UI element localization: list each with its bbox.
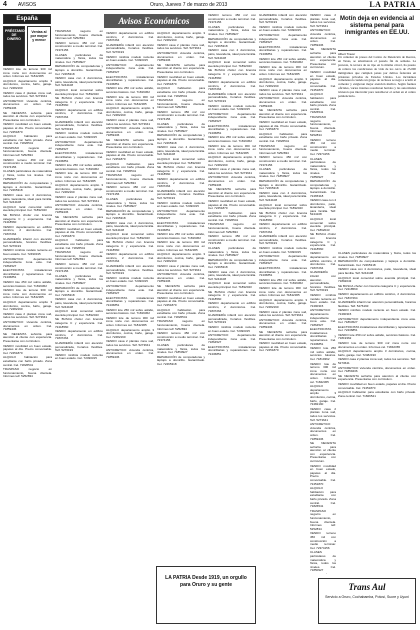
- classified-ad: SE NECESITA señorita para atención al cliente con experiencia. Presentarse con currículum.: [338, 373, 416, 382]
- classified-ad: VENDO minibús modelo reciente en buen estado. Cel. 72490315: [259, 246, 307, 254]
- classified-ad: VENDO casa con 4 dormitorios, patio, lavandería, ideal para familia. Telf. 5244108: [310, 198, 336, 217]
- classified-ad: VENDO lote 250 m2 sobre asfalto, servicios básicos. Cel. 71819362: [3, 280, 52, 288]
- classified-ad: SE BUSCA chofer con licencia categoría C y experiencia. Cel. 72418560: [259, 210, 307, 222]
- classified-ad: VENDO terreno 450 m2 con construcción a medio terminar. Cel. 72374156: [157, 331, 205, 343]
- classified-ad: ANTICRETICO vivienda céntrica, documentos en orden. Cel. 71859436: [106, 126, 154, 138]
- classified-ad: VENDO casa 2 plantas zona sud, todos los servicios. Telf. 5273641: [208, 167, 256, 175]
- classified-ad: REPARACIÓN de computadoras y laptops a domicilio. Garantizado. Cel. 72465318: [55, 285, 103, 297]
- classified-ad: VENDO casa 2 plantas zona sud, todos los servicios. Telf. 5273641: [157, 42, 205, 51]
- column-6: [259, 14, 307, 574]
- section-label: AVISOS: [18, 2, 37, 8]
- classified-ad: ALQUILO habitación para estudiante con baño privado. Zona central. Cel. 71826541: [338, 390, 416, 398]
- classified-ad: VENDO lote 250 m2 sobre asfalto, servicios básicos. Cel. 71819362: [157, 232, 205, 240]
- classified-ad: SE NECESITA señorita para atención al cliente con experiencia. Presentarse con currículum.: [310, 441, 336, 464]
- classified-ad: ANTICRETICO departamento independiente zona este. Cel. 71864527: [208, 111, 256, 124]
- classified-ad: VENDO departamento en edificio céntrico, 2 dormitorios. Cel. 71837264: [338, 291, 416, 300]
- classified-ad: REPARACIÓN de computadoras y laptops a domicilio. Garantizado. Cel. 72465318: [3, 181, 52, 193]
- classified-ad: VENDO terreno 450 m2 con construcción a medio terminar. Cel. 72374156: [310, 137, 336, 156]
- classified-ad: CLASES particulares de matemática y física, todos los niveles. Cel. 71850927: [3, 169, 52, 181]
- classified-ad: VENDO lote de terreno 300 m2 zona norte con documentos en orden. Informes cel. 71842365: [259, 64, 307, 76]
- classified-ad: VENDO lote de terreno 300 m2 zona norte con documentos en orden. Informes cel. 71842365: [55, 171, 103, 183]
- classified-ad: VENDO lote de terreno 300 m2 zona norte con documentos en orden. Informes cel. 71842365: [338, 341, 416, 349]
- classified-ad: CLASES particulares de matemática y física, todos los niveles. Cel. 71850927: [338, 252, 416, 259]
- classified-ad: VENDO minibús modelo reciente en buen estado. Cel. 72490315: [208, 103, 256, 112]
- classified-ad: GUARDERÍA infantil con atención personalizada, horarios flexibles. Telf. 5276193: [310, 270, 336, 293]
- classified-ad: ELECTRICISTA instalaciones domiciliarias y reparaciones. Cel. 72436851: [259, 266, 307, 278]
- classified-ad: VENDO casa con 4 dormitorios, patio, lavandería, ideal para familia. Telf. 5244108: [106, 220, 154, 232]
- classified-ad: GUARDERÍA infantil con atención personalizada, horarios flexibles. Telf. 5276193: [208, 91, 256, 104]
- classified-ad: SE NECESITA señorita para atención al cliente con experiencia. Presentarse con currículum.: [259, 329, 307, 341]
- classified-ad: VENDO minibús modelo reciente en buen estado. Cel. 72490315: [310, 292, 336, 308]
- classified-ad: GUARDERÍA infantil con atención personalizada, horarios flexibles. Telf. 5276193: [259, 14, 307, 25]
- classified-ad: VENDO movilidad en buen estado, papeles al día. Precio conversable. Cel. 72451870: [208, 198, 256, 211]
- classified-ad: VENDO casa 2 plantas zona sud, todos los servicios. Telf. 5273641: [55, 194, 103, 203]
- classified-ad: GUARDERÍA infantil con atención personalizada, horarios flexibles. Telf. 5276193: [55, 340, 103, 353]
- loans-title: PRÉSTAMOS DE DINERO: [5, 29, 27, 41]
- classified-ad: ALQUILO departamento amplio 3 dormitorios, cocina, baño, garaje. Cel. 72482190: [208, 155, 256, 167]
- classified-ad: ALQUILO departamento amplio 3 dormitorios, cocina, baño, garaje. Cel. 72482190: [259, 76, 307, 88]
- classified-ad: ALQUILO habitación para estudiante con baño privado. Zona central. Cel. 71826541: [208, 210, 256, 222]
- classified-ad: REPARACIÓN de computadoras y laptops a domicilio. Garantizado. Cel. 72465318: [208, 257, 256, 269]
- article-body: Un centenar de presos del Centro de Detención de Reeves, en Texas, se amotinaron el pasado fin de semana. La protesta, la tercera de su tipo en la misma cárcel, ha puesto de relieve las condiciones de vida de los cerca de 25.000 inmigrantes que cumplen penas por delitos federales en prisiones privadas de Estados Unidos. Los incidentes comenzaron cuando un grupo de reclusos se negó a acudir al comedor y exigieron mejor atención médica. Según fuentes oficiales, varios internos resultaron heridos y las autoridades tuvieron que intervenir para restablecer el orden en el centro penitenciario.: [338, 56, 416, 99]
- classified-ad: VENDO lote de terreno 300 m2 zona norte con documentos en orden. Informes cel. 71842365: [310, 361, 336, 384]
- classified-ad: GUARDERÍA infantil con atención personalizada, horarios flexibles. Telf. 5276193: [157, 188, 205, 200]
- classified-ad: VENDO terreno 450 m2 con construcción a medio terminar. Cel. 72374156: [259, 155, 307, 167]
- classified-ad: VENDO minibús modelo reciente en buen estado. Cel. 72490315: [338, 308, 416, 316]
- classified-ad: VENDO minibús modelo reciente en buen estado. Cel. 72490315: [106, 275, 154, 284]
- classified-ad: ALQUILO local comercial sobre avenida principal. Cel. 71892043: [157, 157, 205, 165]
- classified-ad: TRASPASO negocio en funcionamiento, buena clientela. Informes telf. 5252834: [55, 250, 103, 262]
- classified-ad: VENDO minibús modelo reciente en buen estado. Cel. 72490315: [259, 24, 307, 33]
- classified-ad: VENDO terreno 450 m2 con construcción a medio terminar. Cel. 72374156: [106, 185, 154, 197]
- classified-ad: CLASES particulares de matemática y física, todos los niveles. Cel. 71850927: [259, 167, 307, 179]
- classified-ad: ALQUILO local comercial sobre avenida principal. Cel. 71892043: [106, 232, 154, 240]
- classified-ad: SE NECESITA señorita para atención al cliente con experiencia. Presentarse con currículum.: [3, 331, 52, 343]
- classified-ad: ALQUILO departamento amplio 3 dormitorios, cocina, baño, garaje. Cel. 72482190: [106, 327, 154, 339]
- issue-date: Oruro, Jueves 7 de marzo de 2013: [150, 2, 228, 8]
- classified-ad: TRASPASO negocio en funcionamiento, buena clientela. Informes telf. 5252834: [310, 115, 336, 137]
- classified-ad: ELECTRICISTA instalaciones domiciliarias y reparaciones. Cel. 72436851: [55, 151, 103, 163]
- classified-ad: ANTICRETICO departamento independiente zona este. Cel. 71864527: [3, 256, 52, 268]
- classified-ad: ALQUILO local comercial sobre avenida principal. Cel. 71892043: [208, 60, 256, 68]
- classified-ad: VENDO terreno 450 m2 con construcción a medio terminar. Cel. 72374156: [55, 40, 103, 52]
- classified-ad: ANTICRETICO vivienda céntrica, documentos en orden. Cel. 71859436: [208, 175, 256, 187]
- la-patria-ad: [156, 566, 256, 624]
- classified-ad: VENDO lote 250 m2 sobre asfalto, servicios básicos. Cel. 71819362: [208, 135, 256, 143]
- column-4: [157, 32, 205, 562]
- trans-aul-subtitle: Servicio a Oruro, Cochabamba, Potosí, Sucre y Uyuni: [325, 595, 409, 599]
- classified-ad: VENDO casa con 4 dormitorios, patio, lavandería, ideal para familia. Telf. 5244108: [157, 145, 205, 157]
- classified-ad: VENDO movilidad en buen estado, papeles al día. Precio conversable. Cel. 72451870: [310, 463, 336, 486]
- classified-ad: TRASPASO negocio en funcionamiento, buena clientela. Informes telf. 5252834: [3, 145, 52, 158]
- classified-ad: VENDO departamento en edificio céntrico, 2 dormitorios. Cel. 71837264: [3, 224, 52, 236]
- classified-ad: REPARACIÓN de computadoras y laptops a domicilio. Garantizado. Cel. 72465318: [106, 208, 154, 220]
- classified-ad: VENDO casa 2 plantas zona sud, todos los servicios. Telf. 5273641: [157, 264, 205, 272]
- column-7: [310, 14, 336, 574]
- classified-ad: ELECTRICISTA instalaciones domiciliarias y reparaciones. Cel. 72436851: [208, 123, 256, 135]
- classified-ad: SE NECESITA señorita para atención al cliente con experiencia. Presentarse con currículum.: [157, 284, 205, 296]
- classified-ad: ALQUILO departamento amplio 3 dormitorios, cocina, baño, garaje. Cel. 72482190: [338, 349, 416, 357]
- column-2: [55, 30, 103, 570]
- classified-ad: TRASPASO negocio en funcionamiento, buena clientela. Informes telf. 5252834: [106, 173, 154, 185]
- classified-ad: REPARACIÓN de computadoras y laptops a domicilio. Garantizado. Cel. 72465318: [208, 36, 256, 48]
- classified-ad: ANTICRETICO vivienda céntrica, documentos en orden. Cel. 71859436: [338, 365, 416, 374]
- classified-ad: VENDO lote de terreno 300 m2 zona norte con documentos en orden. Informes cel. 71842365: [3, 68, 52, 79]
- classified-ad: VENDO departamento en edificio céntrico, 2 dormitorios. Cel. 71837264: [106, 252, 154, 264]
- classified-ad: VENDO movilidad en buen estado, papeles al día. Precio conversable. Cel. 72451870: [157, 295, 205, 307]
- classified-ad: ALQUILO habitación para estudiante con baño privado. Zona central. Cel. 71826541: [259, 131, 307, 143]
- classified-ad: SE NECESITA señorita para atención al cliente con experiencia. Presentarse con currículum.: [259, 108, 307, 120]
- classified-ad: SE NECESITA señorita para atención al cliente con experiencia. Presentarse con currículum.: [208, 187, 256, 199]
- classified-ad: REPARACIÓN de computadoras y laptops a domicilio. Garantizado. Cel. 72465318: [259, 178, 307, 191]
- classified-ad: TRASPASO negocio en funcionamiento, buena clientela. Informes telf. 5252834: [55, 30, 103, 41]
- classified-ad: VENDO lote 250 m2 sobre asfalto, servicios básicos. Cel. 71819362: [106, 86, 154, 94]
- classified-ad: ALQUILO habitación para estudiante con baño privado. Zona central. Cel. 71826541: [3, 355, 52, 367]
- classified-ad: VENDO movilidad en buen estado, papeles al día. Precio conversable. Cel. 72451870: [3, 343, 52, 355]
- classified-ad: VENDO lote de terreno 300 m2 zona norte con documentos en orden. Informes cel. 71842365: [106, 94, 154, 106]
- classified-ad: VENDO terreno 450 m2 con construcción a medio terminar. Cel. 72374156: [3, 157, 52, 169]
- classified-ad: ALQUILO departamento amplio 3 dormitorios, cocina, baño, garaje. Cel. 72482190: [3, 300, 52, 312]
- classified-ad: VENDO departamento en edificio céntrico, 2 dormitorios. Cel. 71837264: [157, 176, 205, 189]
- classified-ad: SE BUSCA chofer con licencia categoría C y experiencia. Cel. 72418560: [310, 232, 336, 251]
- classified-ad: VENDO minibús modelo reciente en buen estado. Cel. 72490315: [55, 352, 103, 361]
- classified-ad: VENDO casa con 4 dormitorios, patio, lavandería, ideal para familia. Telf. 5244108: [55, 76, 103, 88]
- classified-ad: VENDO departamento en edificio céntrico, 2 dormitorios. Cel. 71837264: [55, 329, 103, 341]
- classified-ad: SE BUSCA chofer con licencia categoría C y experiencia. Cel. 72418560: [55, 317, 103, 329]
- classified-ad: ALQUILO local comercial sobre avenida principal. Cel. 71892043: [3, 204, 52, 213]
- classified-ad: VENDO casa 2 plantas zona sud, todos los servicios. Telf. 5273641: [310, 14, 336, 28]
- classified-ad: ALQUILO local comercial sobre avenida principal. Cel. 71892043: [55, 87, 103, 96]
- classified-ad: TRASPASO negocio en funcionamiento, buena clientela. Informes telf. 5252834: [259, 143, 307, 155]
- classified-ad: VENDO lote 250 m2 sobre asfalto, servicios básicos. Cel. 71819362: [259, 56, 307, 65]
- classified-ad: VENDO lote 250 m2 sobre asfalto, servicios básicos. Cel. 71819362: [259, 277, 307, 286]
- espana-title: España: [16, 16, 38, 22]
- classified-ad: ALQUILO habitación para estudiante con baño privado. Zona central. Cel. 71826541: [310, 92, 336, 115]
- classified-ad: CLASES particulares de matemática y física, todos los niveles. Cel. 71850927: [157, 342, 205, 355]
- classified-ad: ALQUILO habitación para estudiante con baño privado. Zona central. Cel. 71826541: [55, 238, 103, 250]
- classified-ad: GUARDERÍA infantil con atención personalizada, horarios flexibles. Telf. 5276193: [55, 119, 103, 131]
- classified-ad: VENDO casa con 4 dormitorios, patio, lavandería, ideal para familia. Telf. 5244108: [208, 269, 256, 281]
- classified-ad: CLASES particulares de matemática y física, todos los niveles. Cel. 71850927: [55, 273, 103, 285]
- article-headline: Motín deja en evidencia al sistema penal para inmigrantes en EE.UU.: [339, 16, 415, 36]
- classified-ad: VENDO minibús modelo reciente en buen estado. Cel. 72490315: [3, 248, 52, 256]
- classified-ad: VENDO movilidad en buen estado, papeles al día. Precio conversable. Cel. 72451870: [106, 149, 154, 161]
- classified-ad: VENDO departamento en edificio céntrico, 2 dormitorios. Cel. 71837264: [310, 251, 336, 270]
- classified-ad: VENDO movilidad en buen estado, papeles al día. Precio conversable. Cel. 72451870: [55, 226, 103, 238]
- classified-ad: GUARDERÍA infantil con atención personalizada, horarios flexibles. Telf. 5276193: [3, 236, 52, 248]
- classified-ad: ANTICRETICO vivienda céntrica, documentos en orden. Cel. 71859436: [259, 96, 307, 108]
- classified-ad: ANTICRETICO vivienda céntrica, documentos en orden. Cel. 71859436: [55, 203, 103, 215]
- classified-ad: VENDO casa 2 plantas zona sud, todos los servicios. Telf. 5273641: [259, 309, 307, 318]
- classified-ad: CLASES particulares de matemática y física, todos los niveles. Cel. 71850927: [310, 156, 336, 179]
- classified-ad: CLASES particulares de matemática y física, todos los niveles. Cel. 71850927: [55, 52, 103, 64]
- classified-ad: ANTICRETICO departamento independiente zona este. Cel. 71864527: [259, 32, 307, 45]
- classified-ad: ANTICRETICO departamento independiente zona este. Cel. 71864527: [106, 284, 154, 296]
- classified-ad: SE BUSCA chofer con licencia categoría C y experiencia. Cel. 72418560: [338, 283, 416, 292]
- wholesale-text: Ventas al por mayor y menor: [30, 30, 48, 42]
- classified-ad: ANTICRETICO vivienda céntrica, documentos en orden. Cel. 71859436: [157, 272, 205, 284]
- classified-ad: VENDO minibús modelo reciente en buen estado. Cel. 72490315: [157, 200, 205, 209]
- classified-ad: VENDO casa 2 plantas zona sud, todos los servicios. Telf. 5273641: [106, 118, 154, 126]
- classified-ad: ALQUILO departamento amplio 3 dormitorios, cocina, baño, garaje. Cel. 72482190: [259, 297, 307, 309]
- classified-ad: VENDO terreno 450 m2 con construcción a medio terminar. Cel. 72374156: [310, 531, 336, 550]
- classified-ad: CLASES particulares de matemática y física, todos los niveles. Cel. 71850927: [208, 246, 256, 258]
- trans-aul-ad: [318, 578, 416, 624]
- classified-ad: VENDO lote de terreno 300 m2 zona norte con documentos en orden. Informes cel. 71842365: [259, 285, 307, 298]
- classified-ad: ELECTRICISTA instalaciones domiciliarias y reparaciones. Cel. 72436851: [208, 344, 256, 357]
- classified-ad: ANTICRETICO vivienda céntrica, documentos en orden. Cel. 71859436: [3, 320, 52, 332]
- classified-ad: VENDO movilidad en buen estado, papeles al día. Precio conversable. Cel. 72451870: [259, 341, 307, 353]
- classified-ad: VENDO casa 2 plantas zona sud, todos los servicios. Telf. 5273641: [106, 339, 154, 347]
- classified-ad: TRASPASO negocio en funcionamiento, buena clientela. Informes telf. 5252834: [208, 222, 256, 234]
- classified-ad: VENDO movilidad en buen estado, papeles al día. Precio conversable. Cel. 72451870: [157, 74, 205, 86]
- classified-ad: ELECTRICISTA instalaciones domiciliarias y reparaciones. Cel. 72436851: [3, 268, 52, 280]
- classified-ad: CLASES particulares de matemática y física, todos los niveles. Cel. 71850927: [208, 24, 256, 36]
- classified-ad: SE BUSCA chofer con licencia categoría C y experiencia. Cel. 72418560: [3, 212, 52, 225]
- classified-ad: CLASES particulares de matemática y física, todos los niveles. Cel. 71850927: [157, 121, 205, 133]
- classified-ad: TRASPASO negocio en funcionamiento, buena clientela. Informes telf. 5252834: [310, 508, 336, 531]
- classified-ad: SE NECESITA señorita para atención al cliente con experiencia. Presentarse con currículum.: [3, 110, 52, 122]
- classified-ad: ELECTRICISTA instalaciones domiciliarias y reparaciones. Cel. 72436851: [259, 44, 307, 56]
- classified-ad: REPARACIÓN de computadoras y laptops a domicilio. Garantizado. Cel. 72465318: [157, 354, 205, 366]
- classified-ad: VENDO lote de terreno 300 m2 zona norte con documentos en orden. Informes cel. 71842365: [106, 315, 154, 327]
- classified-ad: GUARDERÍA infantil con atención personalizada, horarios flexibles. Telf. 5276193: [259, 234, 307, 246]
- classified-ad: ALQUILO departamento amplio 3 dormitorios, cocina, baño, garaje. Cel. 72482190: [157, 252, 205, 264]
- classified-ad: VENDO minibús modelo reciente en buen estado. Cel. 72490315: [106, 54, 154, 63]
- classified-ad: VENDO casa con 4 dormitorios, patio, lavandería, ideal para familia. Telf. 5244108: [55, 297, 103, 309]
- classified-ad: SE BUSCA chofer con licencia categoría C y experiencia. Cel. 72418560: [157, 165, 205, 177]
- classified-ad: VENDO lote 250 m2 sobre asfalto, servicios básicos. Cel. 71819362: [106, 307, 154, 316]
- classified-ad: ANTICRETICO departamento independiente zona este. Cel. 71864527: [338, 316, 416, 325]
- classified-ad: ANTICRETICO departamento independiente zona este. Cel. 71864527: [55, 139, 103, 151]
- classified-ad: VENDO casa con 4 dormitorios, patio, lavandería, ideal para familia. Telf. 5244108: [338, 267, 416, 275]
- classified-ad: VENDO lote de terreno 300 m2 zona norte con documentos en orden. Informes cel. 71842365: [208, 143, 256, 155]
- classified-ad: VENDO lote de terreno 300 m2 zona norte con documentos en orden. Informes cel. 71842365: [157, 240, 205, 252]
- classified-ad: VENDO casa con 4 dormitorios, patio, lavandería, ideal para familia. Telf. 5244108: [259, 190, 307, 202]
- classified-ad: VENDO terreno 450 m2 con construcción a medio terminar. Cel. 72374156: [157, 109, 205, 122]
- la-patria-slogan: LA PATRIA Desde 1919, un orgullo para Oruro y su gente: [165, 575, 247, 588]
- page-number: 4: [3, 1, 7, 8]
- classified-ad: ALQUILO local comercial sobre avenida principal. Cel. 71892043: [338, 275, 416, 284]
- classified-ad: GUARDERÍA infantil con atención personalizada, horarios flexibles. Telf. 5276193: [338, 300, 416, 308]
- article-byline: Albert Traver: [338, 50, 416, 56]
- classified-ad: ALQUILO departamento amplio 3 dormitorios, cocina, baño, garaje. Cel. 72482190: [157, 32, 205, 43]
- classified-ad: ELECTRICISTA instalaciones domiciliarias y reparaciones. Cel. 72436851: [310, 327, 336, 346]
- classified-ad: ELECTRICISTA instalaciones domiciliarias y reparaciones. Cel. 72436851: [338, 324, 416, 333]
- classified-ad: SE BUSCA chofer con licencia categoría C y experiencia. Cel. 72418560: [208, 289, 256, 301]
- classified-ad: VENDO movilidad en buen estado, papeles al día. Precio conversable. Cel. 72451870: [338, 382, 416, 390]
- classified-ad: ALQUILO departamento amplio 3 dormitorios, cocina, baño, garaje. Cel. 72482190: [55, 183, 103, 195]
- classified-ad: VENDO lote 250 m2 sobre asfalto, servicios básicos. Cel. 71819362: [310, 346, 336, 362]
- classified-ad: VENDO movilidad en buen estado, papeles al día. Precio conversable. Cel. 72451870: [259, 120, 307, 132]
- classified-ad: SE NECESITA señorita para atención al cliente con experiencia. Presentarse con currículum.: [55, 214, 103, 227]
- classified-ad: SE BUSCA chofer con licencia categoría C y experiencia. Cel. 72418560: [208, 68, 256, 80]
- classified-ad: ANTICRETICO vivienda céntrica, documentos en orden. Cel. 71859436: [259, 317, 307, 329]
- classified-ad: GUARDERÍA infantil con atención personalizada, horarios flexibles. Telf. 5276193: [106, 264, 154, 276]
- classified-ad: VENDO terreno 450 m2 con construcción a medio terminar. Cel. 72374156: [208, 234, 256, 246]
- classified-ad: SE BUSCA chofer con licencia categoría C y experiencia. Cel. 72418560: [55, 96, 103, 108]
- classified-ad: ANTICRETICO departamento independiente zona este. Cel. 71864527: [259, 254, 307, 266]
- classified-ad: ANTICRETICO vivienda céntrica, documentos en orden. Cel. 71859436: [3, 98, 52, 110]
- classified-ad: ANTICRETICO vivienda céntrica, documentos en orden. Cel. 71859436: [310, 422, 336, 441]
- classified-ad: ALQUILO habitación para estudiante con baño privado. Zona central. Cel. 71826541: [157, 86, 205, 98]
- classified-ad: VENDO casa con 4 dormitorios, patio, lavandería, ideal para familia. Telf. 5244108: [3, 193, 52, 205]
- classified-ad: VENDO departamento en edificio céntrico, 2 dormitorios. Cel. 71837264: [208, 80, 256, 92]
- page-header: [0, 0, 420, 10]
- classified-ad: VENDO departamento en edificio céntrico, 2 dormitorios. Cel. 71837264: [208, 301, 256, 313]
- classified-ad: ALQUILO local comercial sobre avenida principal. Cel. 71892043: [208, 281, 256, 289]
- classified-ad: TRASPASO negocio en funcionamiento, buena clientela. Informes telf. 5252834: [157, 98, 205, 110]
- classified-ad: REPARACIÓN de computadoras y laptops a domicilio. Garantizado. Cel. 72465318: [55, 64, 103, 76]
- classified-ad: ALQUILO local comercial sobre avenida principal. Cel. 71892043: [310, 217, 336, 232]
- classified-ad: VENDO casa 2 plantas zona sud, todos los servicios. Telf. 5273641: [338, 357, 416, 366]
- classified-ad: VENDO casa 2 plantas zona sud, todos los servicios. Telf. 5273641: [3, 90, 52, 99]
- classified-ad: ELECTRICISTA instalaciones domiciliarias y reparaciones. Cel. 72436851: [106, 295, 154, 307]
- classified-ad: SE NECESITA señorita para atención al cliente con experiencia. Presentarse con currículum.: [106, 138, 154, 150]
- classified-ad: ALQUILO habitación para estudiante con baño privado. Zona central. Cel. 71826541: [3, 134, 52, 146]
- classified-ad: VENDO minibús modelo reciente en buen estado. Cel. 72490315: [208, 324, 256, 333]
- classified-ad: ANTICRETICO vivienda céntrica, documentos en orden. Cel. 71859436: [157, 50, 205, 63]
- classified-ad: GUARDERÍA infantil con atención personalizada, horarios flexibles. Telf. 5276193: [208, 313, 256, 325]
- classified-ad: GUARDERÍA infantil con atención personalizada, horarios flexibles. Telf. 5276193: [106, 42, 154, 54]
- classified-ad: VENDO departamento en edificio céntrico, 2 dormitorios. Cel. 71837264: [259, 222, 307, 234]
- classified-ad: ANTICRETICO departamento independiente zona este. Cel. 71864527: [208, 333, 256, 345]
- column-1: [3, 68, 52, 568]
- classified-ad: VENDO movilidad en buen estado, papeles al día. Precio conversable. Cel. 72451870: [3, 122, 52, 134]
- classified-ad: ELECTRICISTA instalaciones domiciliarias y reparaciones. Cel. 72436851: [106, 74, 154, 86]
- classified-ad: VENDO lote 250 m2 sobre asfalto, servicios básicos. Cel. 71819362: [55, 163, 103, 171]
- classified-ad: VENDO departamento en edificio céntrico, 2 dormitorios. Cel. 71837264: [55, 107, 103, 120]
- classified-ad: REPARACIÓN de computadoras y laptops a domicilio. Garantizado. Cel. 72465318: [338, 259, 416, 267]
- classified-ad: TRASPASO negocio en funcionamiento, buena clientela. Informes telf. 5252834: [157, 319, 205, 331]
- column-5: [208, 14, 256, 574]
- classified-ad: ANTICRETICO departamento independiente zona este. Cel. 71864527: [157, 208, 205, 220]
- classified-ad: ANTICRETICO departamento independiente zona este. Cel. 71864527: [310, 308, 336, 327]
- column-8: [338, 252, 416, 572]
- classified-ad: ANTICRETICO departamento independiente zona este. Cel. 71864527: [106, 62, 154, 74]
- classified-ad: VENDO casa 2 plantas zona sud, todos los servicios. Telf. 5273641: [259, 88, 307, 96]
- column-3: [106, 32, 154, 572]
- classified-ad: REPARACIÓN de computadoras y laptops a domicilio. Garantizado. Cel. 72465318: [157, 133, 205, 145]
- classified-ad: VENDO terreno 450 m2 con construcción a medio terminar. Cel. 72374156: [208, 14, 256, 25]
- classified-ad: TRASPASO negocio en funcionamiento, buena clientela. Informes telf. 5252834: [3, 367, 52, 379]
- classified-ad: ALQUILO habitación para estudiante con baño privado. Zona central. Cel. 71826541: [106, 161, 154, 173]
- classified-ad: ALQUILO local comercial sobre avenida principal. Cel. 71892043: [55, 309, 103, 317]
- trans-aul-title: Trans Aul: [348, 582, 386, 592]
- classified-ad: SE NECESITA señorita para atención al cliente con experiencia. Presentarse con currículum.: [310, 47, 336, 70]
- classified-ad: ALQUILO local comercial sobre avenida principal. Cel. 71892043: [259, 202, 307, 211]
- classified-ad: VENDO casa 2 plantas zona sud, todos los servicios. Telf. 5273641: [310, 406, 336, 422]
- classified-ad: CLASES particulares de matemática y física, todos los niveles. Cel. 71850927: [106, 196, 154, 209]
- classified-ad: ALQUILO departamento amplio 3 dormitorios, cocina, baño, garaje. Cel. 72482190: [106, 106, 154, 118]
- classified-ad: VENDO movilidad en buen estado, papeles al día. Precio conversable. Cel. 72451870: [310, 69, 336, 92]
- classified-ad: ALQUILO departamento amplio 3 dormitorios, cocina, baño, garaje. Cel. 72482190: [3, 78, 52, 90]
- newspaper-logo: LA PATRIA: [369, 0, 416, 9]
- classified-ad: VENDO terreno 450 m2 con construcción a medio terminar. Cel. 72374156: [55, 262, 103, 274]
- classified-ad: VENDO minibús modelo reciente en buen estado. Cel. 72490315: [55, 131, 103, 140]
- classified-ad: SE BUSCA chofer con licencia categoría C y experiencia. Cel. 72418560: [106, 240, 154, 252]
- classified-ad: ALQUILO habitación para estudiante con baño privado. Zona central. Cel. 71826541: [157, 307, 205, 319]
- classified-ad: SE NECESITA señorita para atención al cliente con experiencia. Presentarse con currículum.: [157, 62, 205, 74]
- classified-ad: ANTICRETICO vivienda céntrica, documentos en orden. Cel. 71859436: [106, 347, 154, 359]
- classified-ad: ALQUILO departamento amplio 3 dormitorios, cocina, baño, garaje. Cel. 72482190: [310, 384, 336, 407]
- classified-ad: ALQUILO habitación para estudiante con baño privado. Zona central. Cel. 71826541: [310, 486, 336, 509]
- classified-ad: VENDO lote de terreno 300 m2 zona norte con documentos en orden. Informes cel. 71842365: [3, 288, 52, 300]
- banner-title: Avisos Económicos: [118, 16, 190, 26]
- classified-ad: ANTICRETICO vivienda céntrica, documentos en orden. Cel. 71859436: [310, 28, 336, 47]
- classified-ad: REPARACIÓN de computadoras y laptops a domicilio. Garantizado. Cel. 72465318: [310, 179, 336, 198]
- classified-ad: CLASES particulares de matemática y física, todos los niveles. Cel. 71850927: [310, 550, 336, 573]
- classified-ad: ELECTRICISTA instalaciones domiciliarias y reparaciones. Cel. 72436851: [157, 220, 205, 232]
- classified-ad: VENDO casa 2 plantas zona sud, todos los servicios. Telf. 5273641: [3, 311, 52, 320]
- classified-ad: VENDO departamento en edificio céntrico, 2 dormitorios. Cel. 71837264: [106, 32, 154, 43]
- classified-ad: VENDO lote 250 m2 sobre asfalto, servicios básicos. Cel. 71819362: [338, 332, 416, 341]
- classified-ad: VENDO casa con 4 dormitorios, patio, lavandería, ideal para familia. Telf. 5244108: [208, 48, 256, 60]
